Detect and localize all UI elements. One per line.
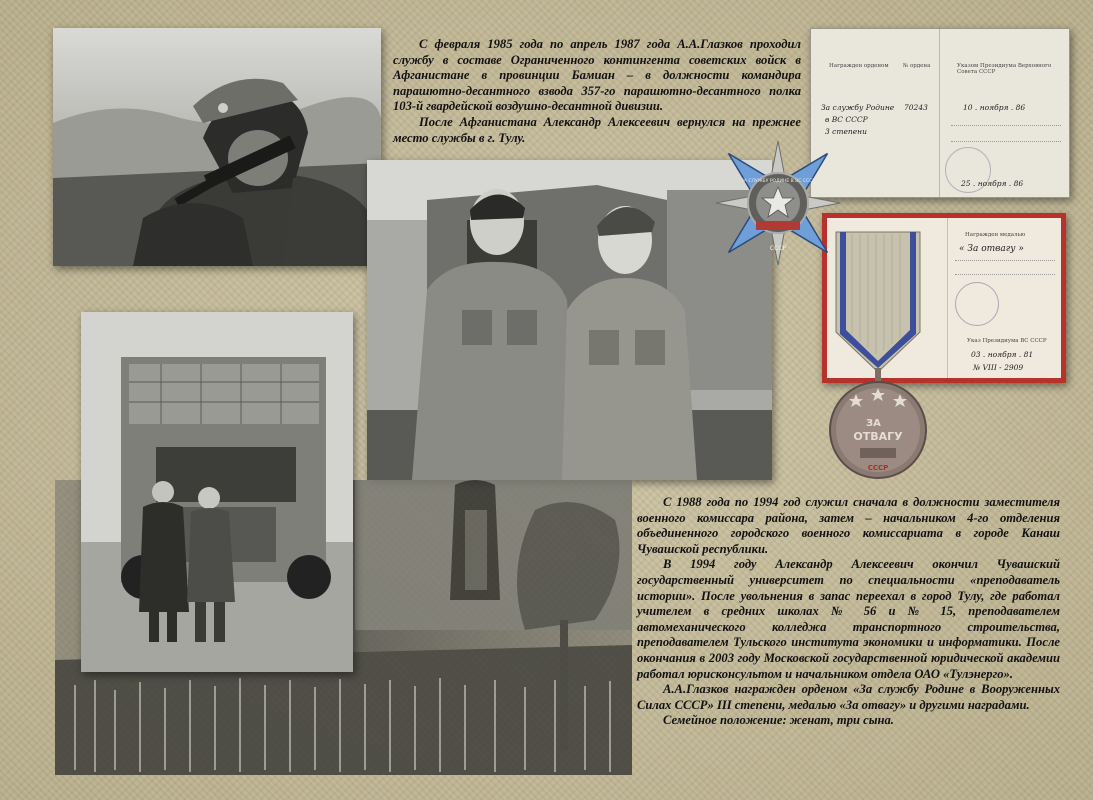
photo-soldier-aiming-rifle [53,28,381,266]
family-paragraph: Семейное положение: женат, три сына. [663,713,894,728]
intro-paragraph-1: С февраля 1985 года по апрель 1987 года А.А.Глазков проходил службу в составе Ограниченного контингента советских войск в Афганистане в провинции Бамиан – в должности командира парашютно-десантного взвода 357-го парашютно-десантного полка 103-й гвардейской воздушно-десантной дивизии. [393,37,801,114]
order-cert-award-line2: в ВС СССР [825,115,868,124]
medal-cert-decree: Указ Президиума ВС СССР [967,338,1047,344]
order-cert-stamp-date: 25 . ноября . 86 [961,179,1024,188]
order-cert-award-line3: 3 степени [825,127,867,136]
medal-cert-name: « За отвагу » [959,244,1024,254]
medal-text-bottom: СССР [867,464,889,472]
order-cert-date: 10 . ноября . 86 [963,103,1026,112]
order-cert-award-line1: За службу Родине [821,103,895,112]
intro-paragraph-2: После Афганистана Александр Алексеевич вернулся на прежнее место службы в г. Тулу. [393,114,801,145]
order-badge-ring-text: ЗА СЛУЖБУ РОДИНЕ В ВС СССР [741,179,815,184]
medal-cert-number: № VIII - 2909 [973,363,1024,372]
order-cert-col-award: Награжден орденом [829,63,889,69]
intro-text-block [393,37,801,146]
order-cert-col-number: № ордена [903,63,931,69]
medal-for-courage [826,222,930,490]
order-cert-number: 70243 [904,103,928,112]
medal-cert-header: Награжден медалью [965,232,1026,238]
career-paragraph-1: С 1988 года по 1994 год служил сначала в должности заместителя военного комиссара района, затем – начальником 4-го отделения объединенного городского военного комиссариата в городе Канаш Чувашской республики. [637,495,1060,556]
medal-text-main: ОТВАГУ [853,430,903,443]
awards-paragraph: А.А.Глазков награжден орденом «За службу Родине в Вооруженных Силах СССР» III степени, медалью «За отвагу» и другими наградами. [637,682,1060,712]
medal-text-top: ЗА [866,418,881,429]
order-badge-ribbon-text: СССР [769,245,787,252]
order-cert-col-decree: Указом Президиума Верховного Совета СССР [957,63,1052,75]
career-text-block [637,495,1060,729]
medal-cert-date: 03 . ноября . 81 [971,350,1034,359]
career-paragraph-2: В 1994 году Александр Алексеевич окончил Чувашский государственный университет по специальности «преподаватель истории». После увольнения в запас переехал в город Тулу, где работал учителем в средних школах № 56 и № 15, преподавателем автомеханического колледжа транспортного строительства, преподавателем Тульского института экономики и информатики. После окончания в 2003 году Московской государственной юридической академии работал юрисконсультом и начальником отдела ОАО «Тулэнерго». [637,557,1060,681]
photo-men-in-front-of-truck [81,312,353,672]
medal-cert-stamp [955,282,999,326]
